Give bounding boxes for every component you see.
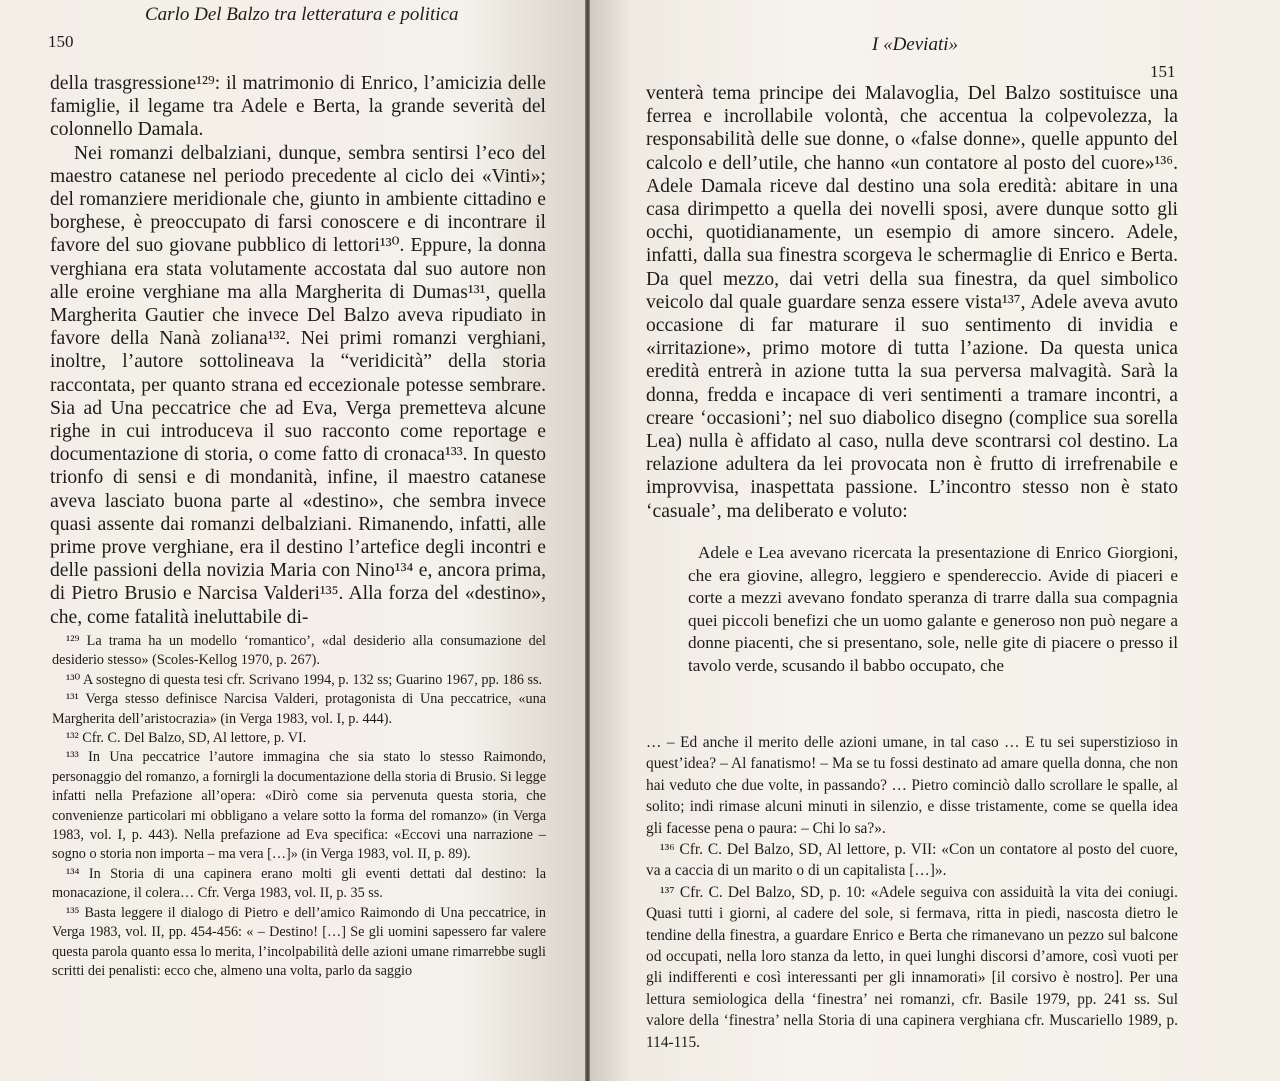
footnote-136: ¹³⁶ Cfr. C. Del Balzo, SD, Al lettore, p. VII: «Con un contatore al posto del cuore, va a caccia di un marito o di un capitalista […]». bbox=[646, 841, 1178, 880]
left-footnotes bbox=[52, 632, 546, 981]
footnote-130: ¹³⁰ A sostegno di questa tesi cfr. Scrivano 1994, p. 132 ss; Guarino 1967, pp. 186 ss. bbox=[66, 671, 543, 688]
footnote-132: ¹³² Cfr. C. Del Balzo, SD, Al lettore, p. VI. bbox=[66, 730, 307, 747]
footnote-134: ¹³⁴ In Storia di una capinera erano molti gli eventi dettati dal destino: la monacazione, il colera… Cfr. Verga 1983, vol. II, p. 35 ss. bbox=[52, 865, 546, 902]
footnote-133: ¹³³ In Una peccatrice l’autore immagina che sia stato lo stesso Raimondo, personaggio del romanzo, a fornirgli la documentazione della storia di Brusio. Si legge infatti nella Prefazione all’opera: «Dirò come sia pervenuta questa storia, che convenienze particolari mi obbligano a velare sotto la forma del romanzo» (in Verga 1983, vol. I, p. 443). Nella prefazione ad Eva specifica: «Eccovi una narrazione – sogno o storia non importa – ma vera […]» (in Verga 1983, vol. II, p. 89). bbox=[52, 749, 546, 863]
block-quote-text: Adele e Lea avevano ricercata la presentazione di Enrico Giorgioni, che era giovine, allegro, leggiero e spendereccio. Avide di piaceri e corte a mezzi avevano fondato speranza di trarre dalla sua compagnia quei piccoli benefizi che un uomo galante e generoso non può negare a donne piacenti, che si presentano, sole, nelle gite di piacere o presso il tavolo verde, scusando il babbo occupato, che bbox=[688, 543, 1178, 675]
left-page bbox=[0, 0, 585, 1081]
block-quote bbox=[688, 542, 1178, 678]
right-paragraph-1: venterà tema principe dei Malavoglia, Del Balzo sostituisce una ferrea e incrollabile volontà, che accentua la colpevolezza, la responsabilità delle sue donne, o «false donne», quelle appunto del calcolo e dell’utile, che hanno «un contatore al posto del cuore»¹³⁶. Adele Damala riceve dal destino una sola eredità: abitare in una casa dirimpetto a quella dei novelli sposi, avere dunque sotto gli occhi, quotidianamente, un esempio di amore sincero. Adele, infatti, dalla sua finestra scorgeva le schermaglie di Enrico e Berta. Da quel mezzo, dai vetri della sua finestra, da quel simbolico veicolo dal quale guardare senza essere vista¹³⁷, Adele aveva avuto occasione di far maturare il suo sentimento di invidia e «irritazione», primo motore di tutta l’azione. Da questa unica eredità entrerà in azione tutta la sua perversa malvagità. Sarà la donna, fredda e incapace di veri sentimenti a tramare incontri, a creare ‘occasioni’; nel suo diabolico disegno (complice sua sorella Lea) nulla è affidato al caso, nulla deve scontrarsi col destino. La relazione adultera da lei provocata non è frutto di irrefrenabile e improvvisa, inaspettata passione. L’incontro stesso non è stato ‘casuale’, ma deliberato e voluto: bbox=[646, 83, 1178, 522]
left-paragraph-1: della trasgressione¹²⁹: il matrimonio di Enrico, l’amicizia delle famiglie, il legame tra Adele e Berta, la grande severità del colonnello Damala. bbox=[50, 73, 546, 141]
right-running-head: I «Deviati» bbox=[872, 34, 959, 55]
left-page-number: 150 bbox=[48, 32, 74, 51]
left-running-head: Carlo Del Balzo tra letteratura e politica bbox=[145, 4, 459, 25]
right-body-text bbox=[646, 82, 1178, 523]
right-page-number: 151 bbox=[1150, 62, 1176, 81]
left-paragraph-2: Nei romanzi delbalziani, dunque, sembra sentirsi l’eco del maestro catanese nel periodo precedente al ciclo dei «Vinti»; del romanziere meridionale che, giunto in ambiente cittadino e borghese, è preoccupato di farsi conoscere e di incontrare il favore del suo giovane pubblico di lettori¹³⁰. Eppure, la donna verghiana era stata volutamente accostata dal suo autore non alle eroine verghiane ma alla Margherita di Dumas¹³¹, quella Margherita Gautier che invece Del Balzo aveva ripudiato in favore della Nanà zoliana¹³². Nei primi romanzi verghiani, inoltre, l’autore sottolineava la “veridicità” della storia raccontata, per quanto strana ed eccezionale potesse sembrare. Sia ad Una peccatrice che ad Eva, Verga premetteva alcune righe in cui introduceva il suo racconto come reportage e documentazione di storia, o come fatto di cronaca¹³³. In questo trionfo di sensi e di mondanità, infine, il maestro catanese aveva lasciato buona parte al «destino», che sembra invece quasi assente dai romanzi delbalziani. Rimanendo, infatti, alle prime prove verghiane, era il destino l’artefice degli incontri e delle passioni della novizia Maria con Nino¹³⁴ e, ancora prima, di Pietro Brusio e Narcisa Valderi¹³⁵. Alla forza del «destino», che, come fatalità ineluttabile di- bbox=[50, 142, 546, 628]
left-body-text bbox=[50, 72, 546, 629]
footnote-135-continuation: … – Ed anche il merito delle azioni umane, in tal caso … E tu sei superstizioso in quest’idea? – Al fanatismo! – Ma se tu fossi destinato ad amare quella donna, che non hai veduto che due volte, in passando? … Pietro cominciò dallo scrollare le spalle, al solito; indi rimase alcuni minuti in silenzio, e disse tristamente, come se quella idea gli facesse pena o paura: – Chi lo sa?». bbox=[646, 734, 1178, 837]
footnote-131: ¹³¹ Verga stesso definisce Narcisa Valderi, protagonista di Una peccatrice, «una Margherita dell’aristocrazia» (in Verga 1983, vol. I, p. 444). bbox=[52, 691, 546, 727]
right-footnotes bbox=[646, 732, 1178, 1053]
right-page bbox=[590, 0, 1280, 1081]
footnote-137: ¹³⁷ Cfr. C. Del Balzo, SD, p. 10: «Adele seguiva con assiduità la vita dei coniugi. Quasi tutti i giorni, al cadere del sole, si fermava, ritta in piedi, nascosta dietro le tendine della finestra, a guardare Enrico e Berta che rimanevano un pezzo sul balcone od occupati, nella loro stanza da letto, in quei lunghi discorsi d’amore, così vuoti per gli indifferenti e così interessanti per gli innamorati» [il corsivo è nostro]. Per una lettura semiologica della ‘finestra’ nei romanzi, cfr. Basile 1979, pp. 241 ss. Sul valore della ‘finestra’ nella Storia di una capinera verghiana cfr. Muscariello 1989, p. 114-115. bbox=[646, 883, 1178, 1051]
footnote-135: ¹³⁵ Basta leggere il dialogo di Pietro e dell’amico Raimondo di Una peccatrice, in Verga 1983, vol. II, pp. 454-456: « – Destino! […] Se gli uomini sapessero far valere questa parola quanto essa lo merita, l’incolpabilità delle azioni umane rimarrebbe sugli scritti dei penalisti: ecco che, almeno una volta, parlo da saggio bbox=[52, 904, 546, 979]
footnote-129: ¹²⁹ La trama ha un modello ‘romantico’, «dal desiderio alla consumazione del desiderio stesso» (Scoles-Kellog 1970, p. 267). bbox=[52, 633, 546, 669]
